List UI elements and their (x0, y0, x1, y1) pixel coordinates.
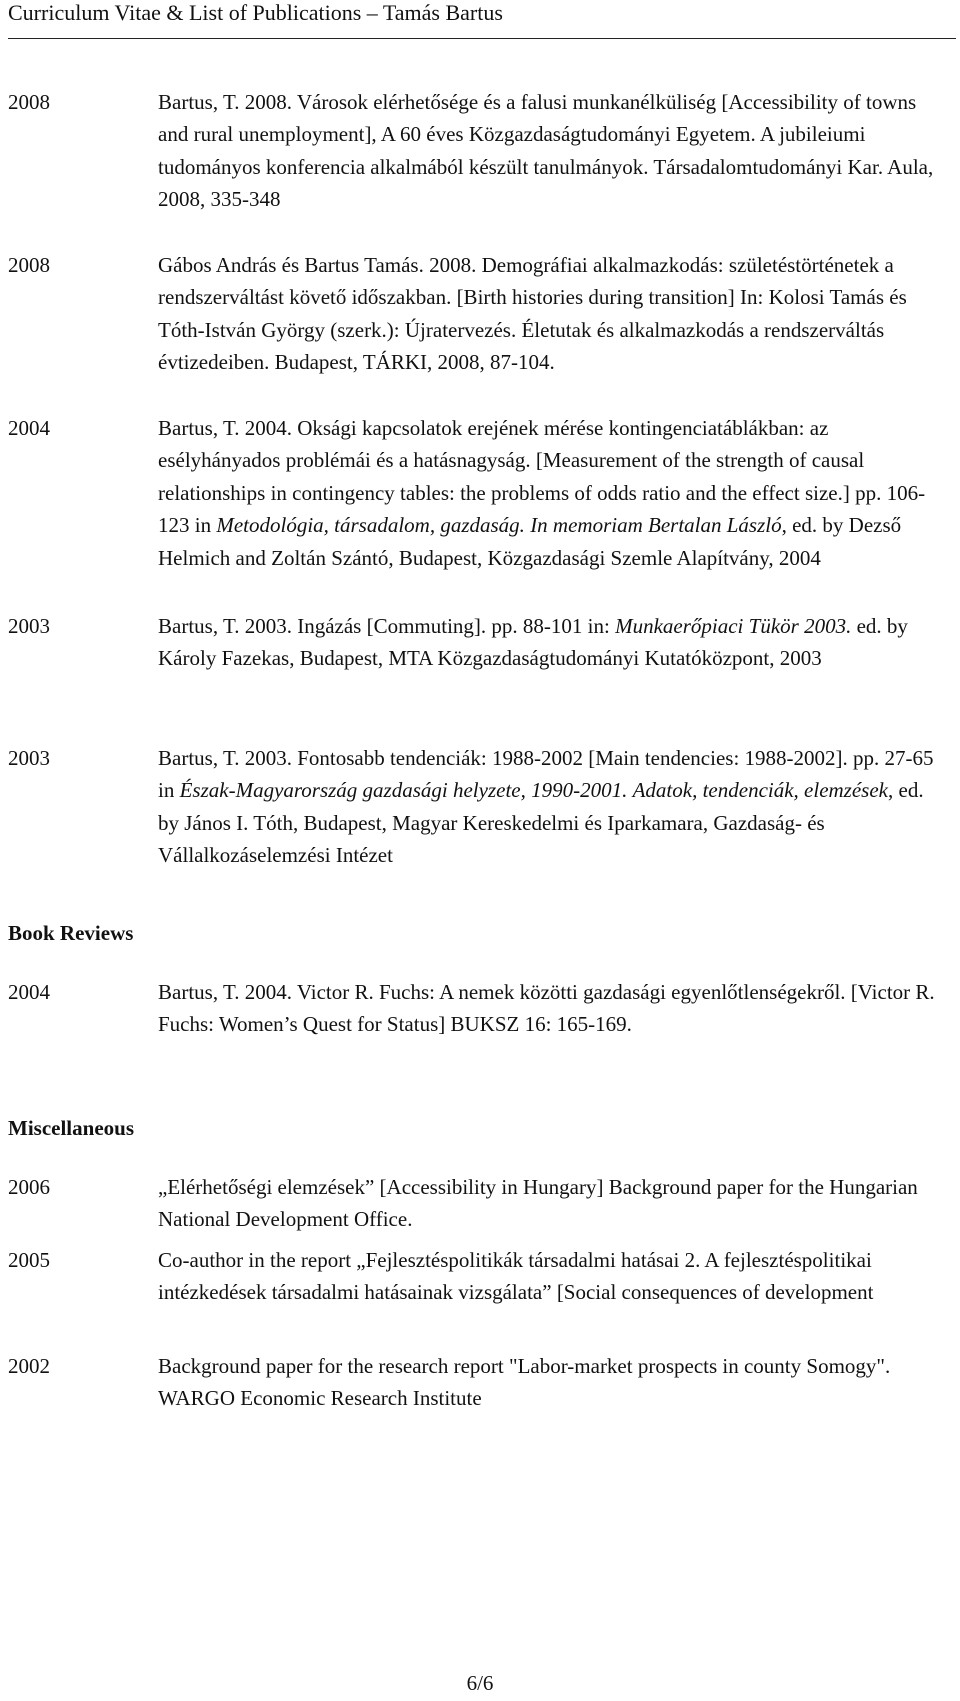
entry-year: 2006 (8, 1175, 50, 1199)
publication-title-italic: Munkaerőpiaci Tükör 2003. (615, 614, 852, 638)
entry-year: 2004 (8, 416, 50, 440)
page-header (8, 0, 956, 39)
entry-text: Gábos András és Bartus Tamás. 2008. Demográfiai alkalmazkodás: születéstörténetek a rendszerváltást követő időszakban. [Birth histories during transition] In: Kolosi Tamás és Tóth-István György (szerk.): Újratervezés. Életutak és alkalmazkodás a rendszerváltás évtizedeiben. Budapest, TÁRKI, 2008, 87-104. (158, 253, 907, 375)
entry-year: 2004 (8, 980, 50, 1004)
entry-text: Bartus, T. 2004. Victor R. Fuchs: A nemek közötti gazdasági egyenlőtlenségekről. [Victor R. Fuchs: Women’s Quest for Status] BUKSZ 16: 165-169. (158, 980, 935, 1037)
page-number: 6/6 (466, 1671, 494, 1695)
section-heading: Miscellaneous (8, 1116, 134, 1140)
entry-year: 2003 (8, 614, 50, 638)
entry-text: Bartus, T. 2004. Oksági kapcsolatok erejének mérése kontingenciatáblákban: az esélyhányados problémái és a hatásnagyság. [Measurement of the strength of causal relationships in contingency tables: the problems of odds ratio and the effect size.] pp. 106-123 in Metodológia, társadalom, gazdaság. In memoriam Bertalan László, ed. by Dezső Helmich and Zoltán Szántó, Budapest, Közgazdasági Szemle Alapítvány, 2004 (158, 416, 926, 570)
entry-text: Bartus, T. 2003. Fontosabb tendenciák: 1988-2002 [Main tendencies: 1988-2002]. pp. 27-65 in Észak-Magyarország gazdasági helyzete, 1990-2001. Adatok, tendenciák, elemzések, ed. by János I. Tóth, Budapest, Magyar Kereskedelmi és Iparkamara, Gazdaság- és Vállalkozáselemzési Intézet (158, 746, 934, 868)
publication-title-italic: In memoriam Bertalan László (530, 513, 782, 538)
entry-year: 2005 (8, 1248, 50, 1272)
entry-text: „Elérhetőségi elemzések” [Accessibility in Hungary] Background paper for the Hungarian National Development Office. (158, 1175, 918, 1232)
publication-title-italic: Észak-Magyarország gazdasági helyzete, 1990-2001. (179, 778, 628, 803)
entry-text: Background paper for the research report "Labor-market prospects in county Somogy". WARGO Economic Research Institute (158, 1354, 891, 1411)
entry-year: 2008 (8, 253, 50, 277)
entry-year: 2002 (8, 1354, 50, 1378)
publication-title-italic: Metodológia, társadalom, gazdaság. (216, 513, 525, 538)
entry-text: Bartus, T. 2008. Városok elérhetősége és a falusi munkanélküliség [Accessibility of towns and rural unemployment], A 60 éves Közgazdaságtudományi Egyetem. A jubileiumi tudományos konferencia alkalmából készült tanulmányok. Társadalomtudományi Kar. Aula, 2008, 335-348 (158, 90, 934, 212)
section-heading: Book Reviews (8, 921, 134, 945)
entry-text: Co-author in the report „Fejlesztéspolitikák társadalmi hatásai 2. A fejlesztéspolitikai intézkedések társadalmi hatásainak vizsgálata” [Social consequences of development (158, 1248, 874, 1305)
page-header-title: Curriculum Vitae & List of Publications – Tamás Bartus (8, 0, 503, 25)
entry-year: 2003 (8, 746, 50, 770)
entry-text: Bartus, T. 2003. Ingázás [Commuting]. pp. 88-101 in: Munkaerőpiaci Tükör 2003. ed. by Károly Fazekas, Budapest, MTA Közgazdaságtudományi Kutatóközpont, 2003 (158, 614, 908, 671)
entry-year: 2008 (8, 90, 50, 114)
publication-title-italic: Adatok, tendenciák, elemzések (632, 778, 888, 803)
